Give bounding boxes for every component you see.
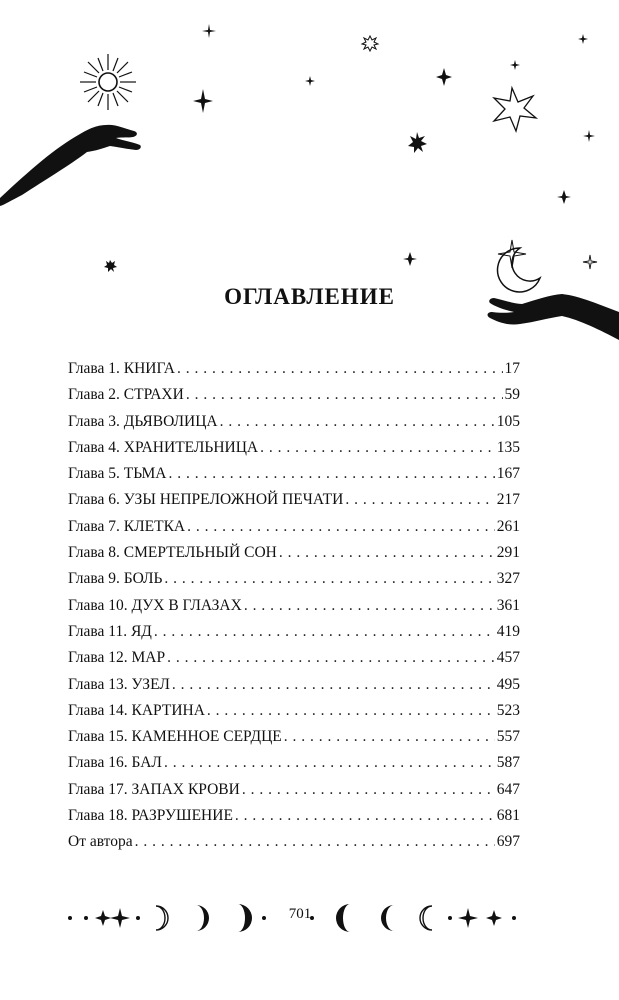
toc-entry-label: Глава 10. ДУХ В ГЛАЗАХ xyxy=(68,596,242,614)
star-icon xyxy=(110,908,130,928)
crescent-icon xyxy=(381,905,394,931)
toc-entry-label: Глава 6. УЗЫ НЕПРЕЛОЖНОЙ ПЕЧАТИ xyxy=(68,491,344,509)
toc-entry-page: 523 xyxy=(496,701,520,719)
dot-leader xyxy=(167,649,495,667)
toc-entry xyxy=(68,649,520,675)
star-icon xyxy=(583,130,595,142)
dot-leader xyxy=(235,807,495,825)
toc-entry-label: Глава 16. БАЛ xyxy=(68,754,162,772)
burst-star-icon xyxy=(104,260,117,272)
toc-entry xyxy=(68,754,520,780)
star-icon xyxy=(436,68,452,86)
dot-icon xyxy=(68,916,72,920)
star-icon xyxy=(403,252,417,266)
toc-entry-label: Глава 7. КЛЕТКА xyxy=(68,517,186,535)
toc-entry-page: 419 xyxy=(496,622,520,640)
toc-entry xyxy=(68,623,520,649)
dot-leader xyxy=(284,728,495,746)
dot-leader xyxy=(169,465,495,483)
toc-entry xyxy=(68,413,520,439)
toc-entry xyxy=(68,491,520,517)
dot-leader xyxy=(186,386,503,404)
dot-leader xyxy=(260,439,495,457)
crescent-icon xyxy=(420,906,432,930)
toc-entry xyxy=(68,702,520,728)
header-illustration xyxy=(0,0,619,380)
star-icon xyxy=(510,60,520,70)
toc-entry-label: Глава 2. СТРАХИ xyxy=(68,386,184,404)
crescent-icon xyxy=(238,904,252,932)
dot-leader xyxy=(172,676,495,694)
dot-leader xyxy=(207,702,495,720)
toc-entry-label: Глава 13. УЗЕЛ xyxy=(68,675,170,693)
toc-entry-page: 59 xyxy=(504,386,520,404)
toc-entry xyxy=(68,439,520,465)
toc-entry-label: Глава 17. ЗАПАХ КРОВИ xyxy=(68,780,240,798)
toc-entry-page: 647 xyxy=(496,780,520,798)
dot-leader xyxy=(164,570,494,588)
page-title: ОГЛАВЛЕНИЕ xyxy=(224,284,395,309)
dot-icon xyxy=(262,916,266,920)
toc-entry xyxy=(68,807,520,833)
dot-icon xyxy=(136,916,140,920)
toc-entry-label: Глава 8. СМЕРТЕЛЬНЫЙ СОН xyxy=(68,544,277,562)
toc-entry-label: Глава 11. ЯД xyxy=(68,622,152,640)
page-number: 701 xyxy=(288,906,312,922)
toc-entry-label: Глава 18. РАЗРУШЕНИЕ xyxy=(68,807,233,825)
toc-entry-label: Глава 9. БОЛЬ xyxy=(68,570,163,588)
burst-star-icon xyxy=(362,36,378,51)
toc-entry-label: Глава 12. МАР xyxy=(68,649,166,667)
star-icon xyxy=(305,76,315,86)
dot-leader xyxy=(242,781,495,799)
toc-entry xyxy=(68,386,520,412)
toc-entry-page: 495 xyxy=(496,675,520,693)
toc-entry-page: 457 xyxy=(496,649,520,667)
star-icon xyxy=(578,34,588,44)
toc-entry-label: Глава 3. ДЬЯВОЛИЦА xyxy=(68,412,218,430)
dot-icon xyxy=(84,916,88,920)
toc-entry-page: 135 xyxy=(496,438,520,456)
toc-entry-page: 557 xyxy=(496,728,520,746)
toc-entry xyxy=(68,728,520,754)
dot-icon xyxy=(448,916,452,920)
toc-entry-label: Глава 15. КАМЕННОЕ СЕРДЦЕ xyxy=(68,728,282,746)
star-icon xyxy=(458,908,478,928)
burst-star-icon xyxy=(408,132,427,153)
star-icon xyxy=(202,24,216,38)
dot-leader xyxy=(279,544,495,562)
crescent-icon xyxy=(196,905,209,931)
toc-entry-page: 697 xyxy=(496,833,520,851)
toc-entry xyxy=(68,833,520,859)
crescent-icon xyxy=(156,906,168,930)
star-icon xyxy=(95,910,111,926)
toc-entry-page: 217 xyxy=(496,491,520,509)
toc-entry-page: 361 xyxy=(496,596,520,614)
toc-entry-page: 681 xyxy=(496,807,520,825)
toc-entry-page: 291 xyxy=(496,544,520,562)
toc-entry-label: Глава 5. ТЬМА xyxy=(68,465,167,483)
toc-entry xyxy=(68,360,520,386)
dot-leader xyxy=(345,491,494,509)
dot-leader xyxy=(164,754,495,772)
toc-entry xyxy=(68,597,520,623)
star-icon xyxy=(193,89,213,113)
sun-icon xyxy=(80,54,136,110)
toc-entry xyxy=(68,465,520,491)
toc-entry-label: Глава 4. ХРАНИТЕЛЬНИЦА xyxy=(68,438,259,456)
toc-entry-page: 261 xyxy=(496,517,520,535)
toc-entry-page: 105 xyxy=(496,412,520,430)
toc-entry-page: 167 xyxy=(496,465,520,483)
star-icon xyxy=(486,910,502,926)
dot-leader xyxy=(135,833,495,851)
dot-leader xyxy=(244,597,495,615)
toc-entry-label: Глава 14. КАРТИНА xyxy=(68,701,205,719)
toc-entry-page: 587 xyxy=(496,754,520,772)
dot-leader xyxy=(154,623,495,641)
left-hand-icon xyxy=(0,125,141,206)
toc-entry xyxy=(68,544,520,570)
dot-leader xyxy=(187,518,495,536)
large-star-icon xyxy=(494,88,536,131)
toc-entry xyxy=(68,570,520,596)
toc-entry-page: 17 xyxy=(504,360,520,377)
toc-entry-page: 327 xyxy=(496,570,520,588)
dot-leader xyxy=(220,413,495,431)
toc-entry-label: От автора xyxy=(68,833,133,851)
star-icon xyxy=(583,255,597,269)
toc-entry-label: Глава 1. КНИГА xyxy=(68,360,175,377)
toc-entry xyxy=(68,781,520,807)
toc-entry xyxy=(68,676,520,702)
dot-leader xyxy=(177,360,503,378)
crescent-icon xyxy=(336,904,350,932)
dot-icon xyxy=(512,916,516,920)
star-icon xyxy=(557,190,571,204)
table-of-contents xyxy=(68,360,520,860)
toc-entry xyxy=(68,518,520,544)
